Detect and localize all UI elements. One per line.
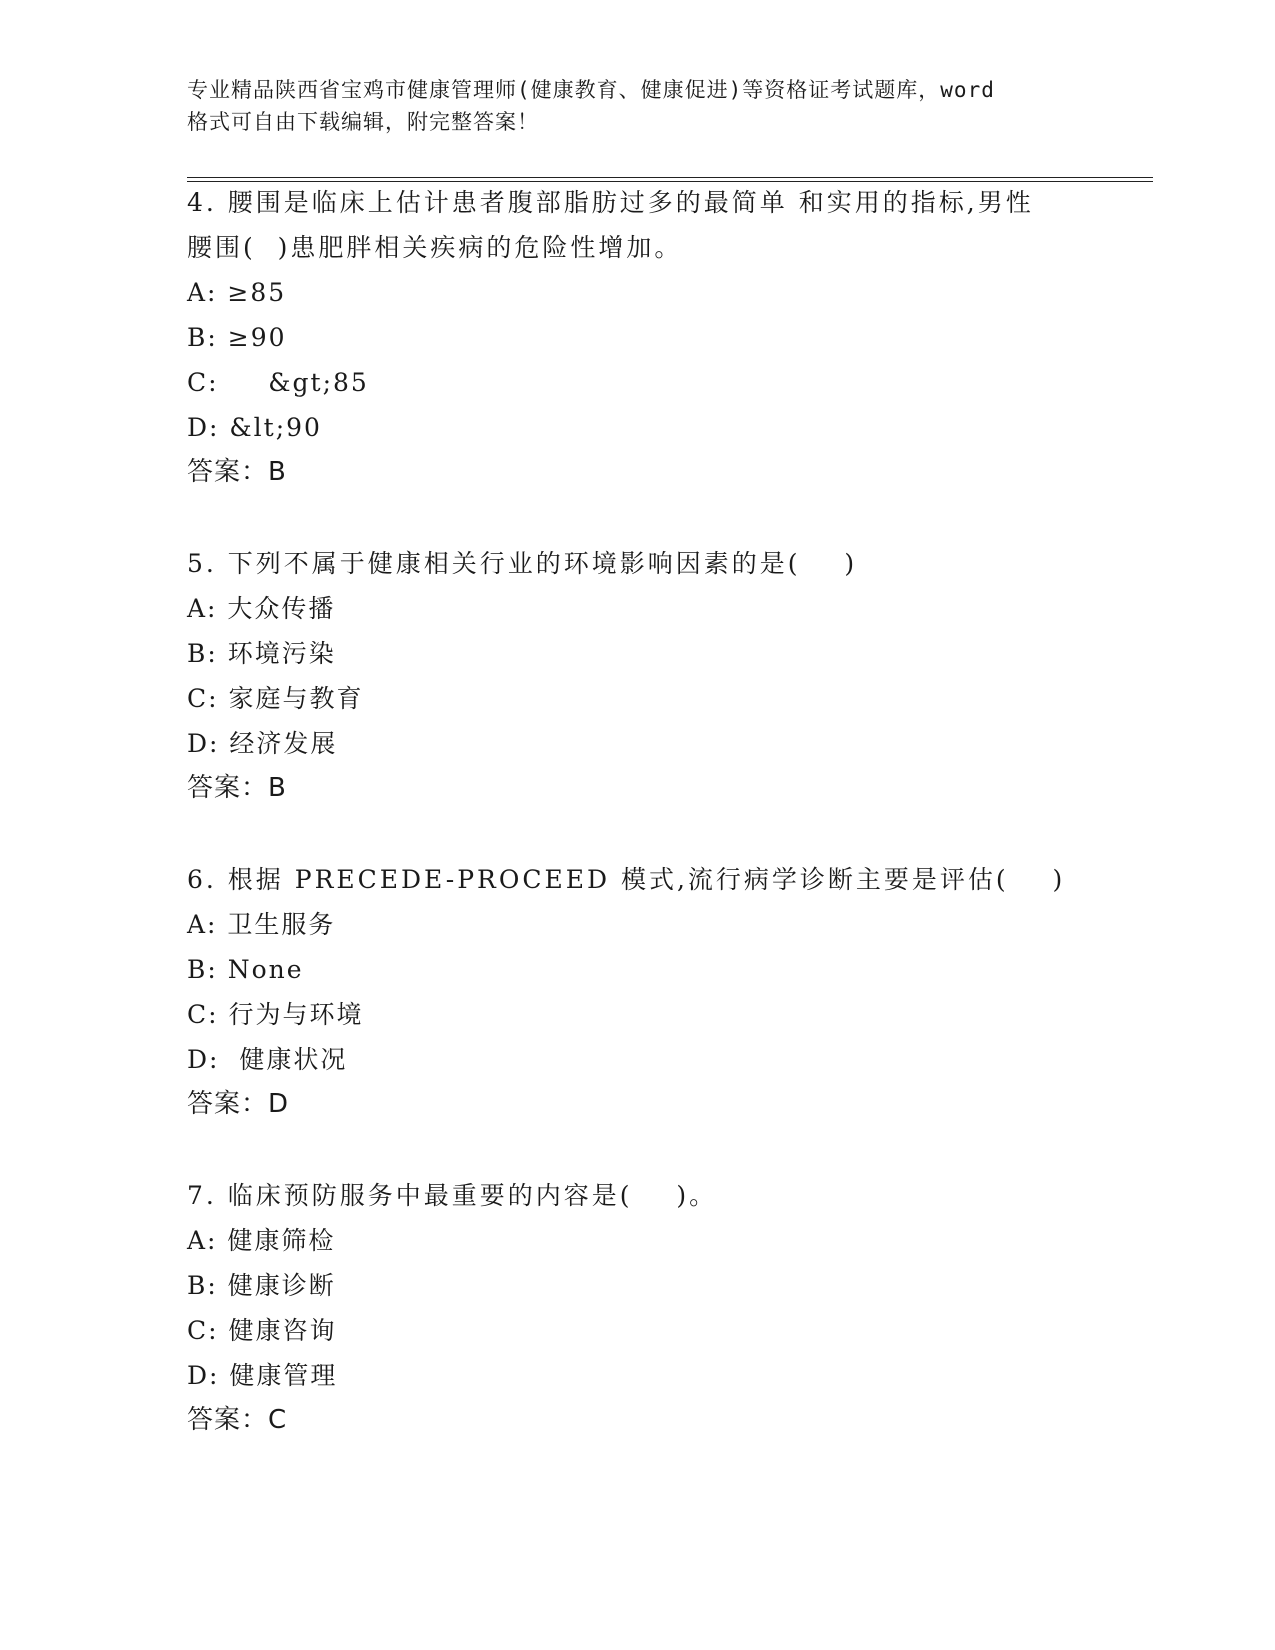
answer-line: 答案：B — [187, 773, 287, 803]
option-d: D: 健康管理 — [187, 1361, 338, 1390]
answer-line: 答案：C — [187, 1405, 288, 1435]
option-a: A: 健康筛检 — [187, 1226, 336, 1255]
option-a: A: ≥85 — [187, 278, 287, 307]
question-stem: 6. 根据 PRECEDE-PROCEED 模式,流行病学诊断主要是评估( ) — [187, 865, 1066, 894]
header-line-1: 专业精品陕西省宝鸡市健康管理师(健康教育、健康促进)等资格证考试题库，word — [187, 78, 995, 102]
question-stem: 7. 临床预防服务中最重要的内容是( )。 — [187, 1181, 718, 1210]
option-a: A: 大众传播 — [187, 594, 336, 623]
question-stem-continued: 腰围( )患肥胖相关疾病的危险性增加。 — [187, 233, 683, 262]
option-d: D: &lt;90 — [187, 413, 322, 442]
header-line-2: 格式可自由下载编辑，附完整答案！ — [187, 110, 539, 134]
option-c: C: 家庭与教育 — [187, 684, 364, 713]
question-stem: 5. 下列不属于健康相关行业的环境影响因素的是( ) — [187, 549, 858, 578]
document-header — [187, 74, 1087, 138]
option-d: D: 经济发展 — [187, 729, 338, 758]
option-a: A: 卫生服务 — [187, 910, 336, 939]
option-d: D: 健康状况 — [187, 1045, 348, 1074]
option-b: B: 健康诊断 — [187, 1271, 336, 1300]
option-c: C: 健康咨询 — [187, 1316, 337, 1345]
option-c: C: 行为与环境 — [187, 1000, 364, 1029]
question-stem: 4. 腰围是临床上估计患者腹部脂肪过多的最简单 和实用的指标,男性 — [187, 188, 1034, 217]
option-b: B: ≥90 — [187, 323, 287, 352]
option-b: B: None — [187, 955, 304, 984]
question-4 — [187, 180, 1087, 495]
question-6 — [187, 857, 1087, 1127]
option-c: C: &gt;85 — [187, 368, 369, 397]
option-b: B: 环境污染 — [187, 639, 336, 668]
answer-line: 答案：D — [187, 1089, 290, 1119]
question-5 — [187, 541, 1087, 811]
question-7 — [187, 1173, 1087, 1443]
answer-line: 答案：B — [187, 457, 287, 487]
